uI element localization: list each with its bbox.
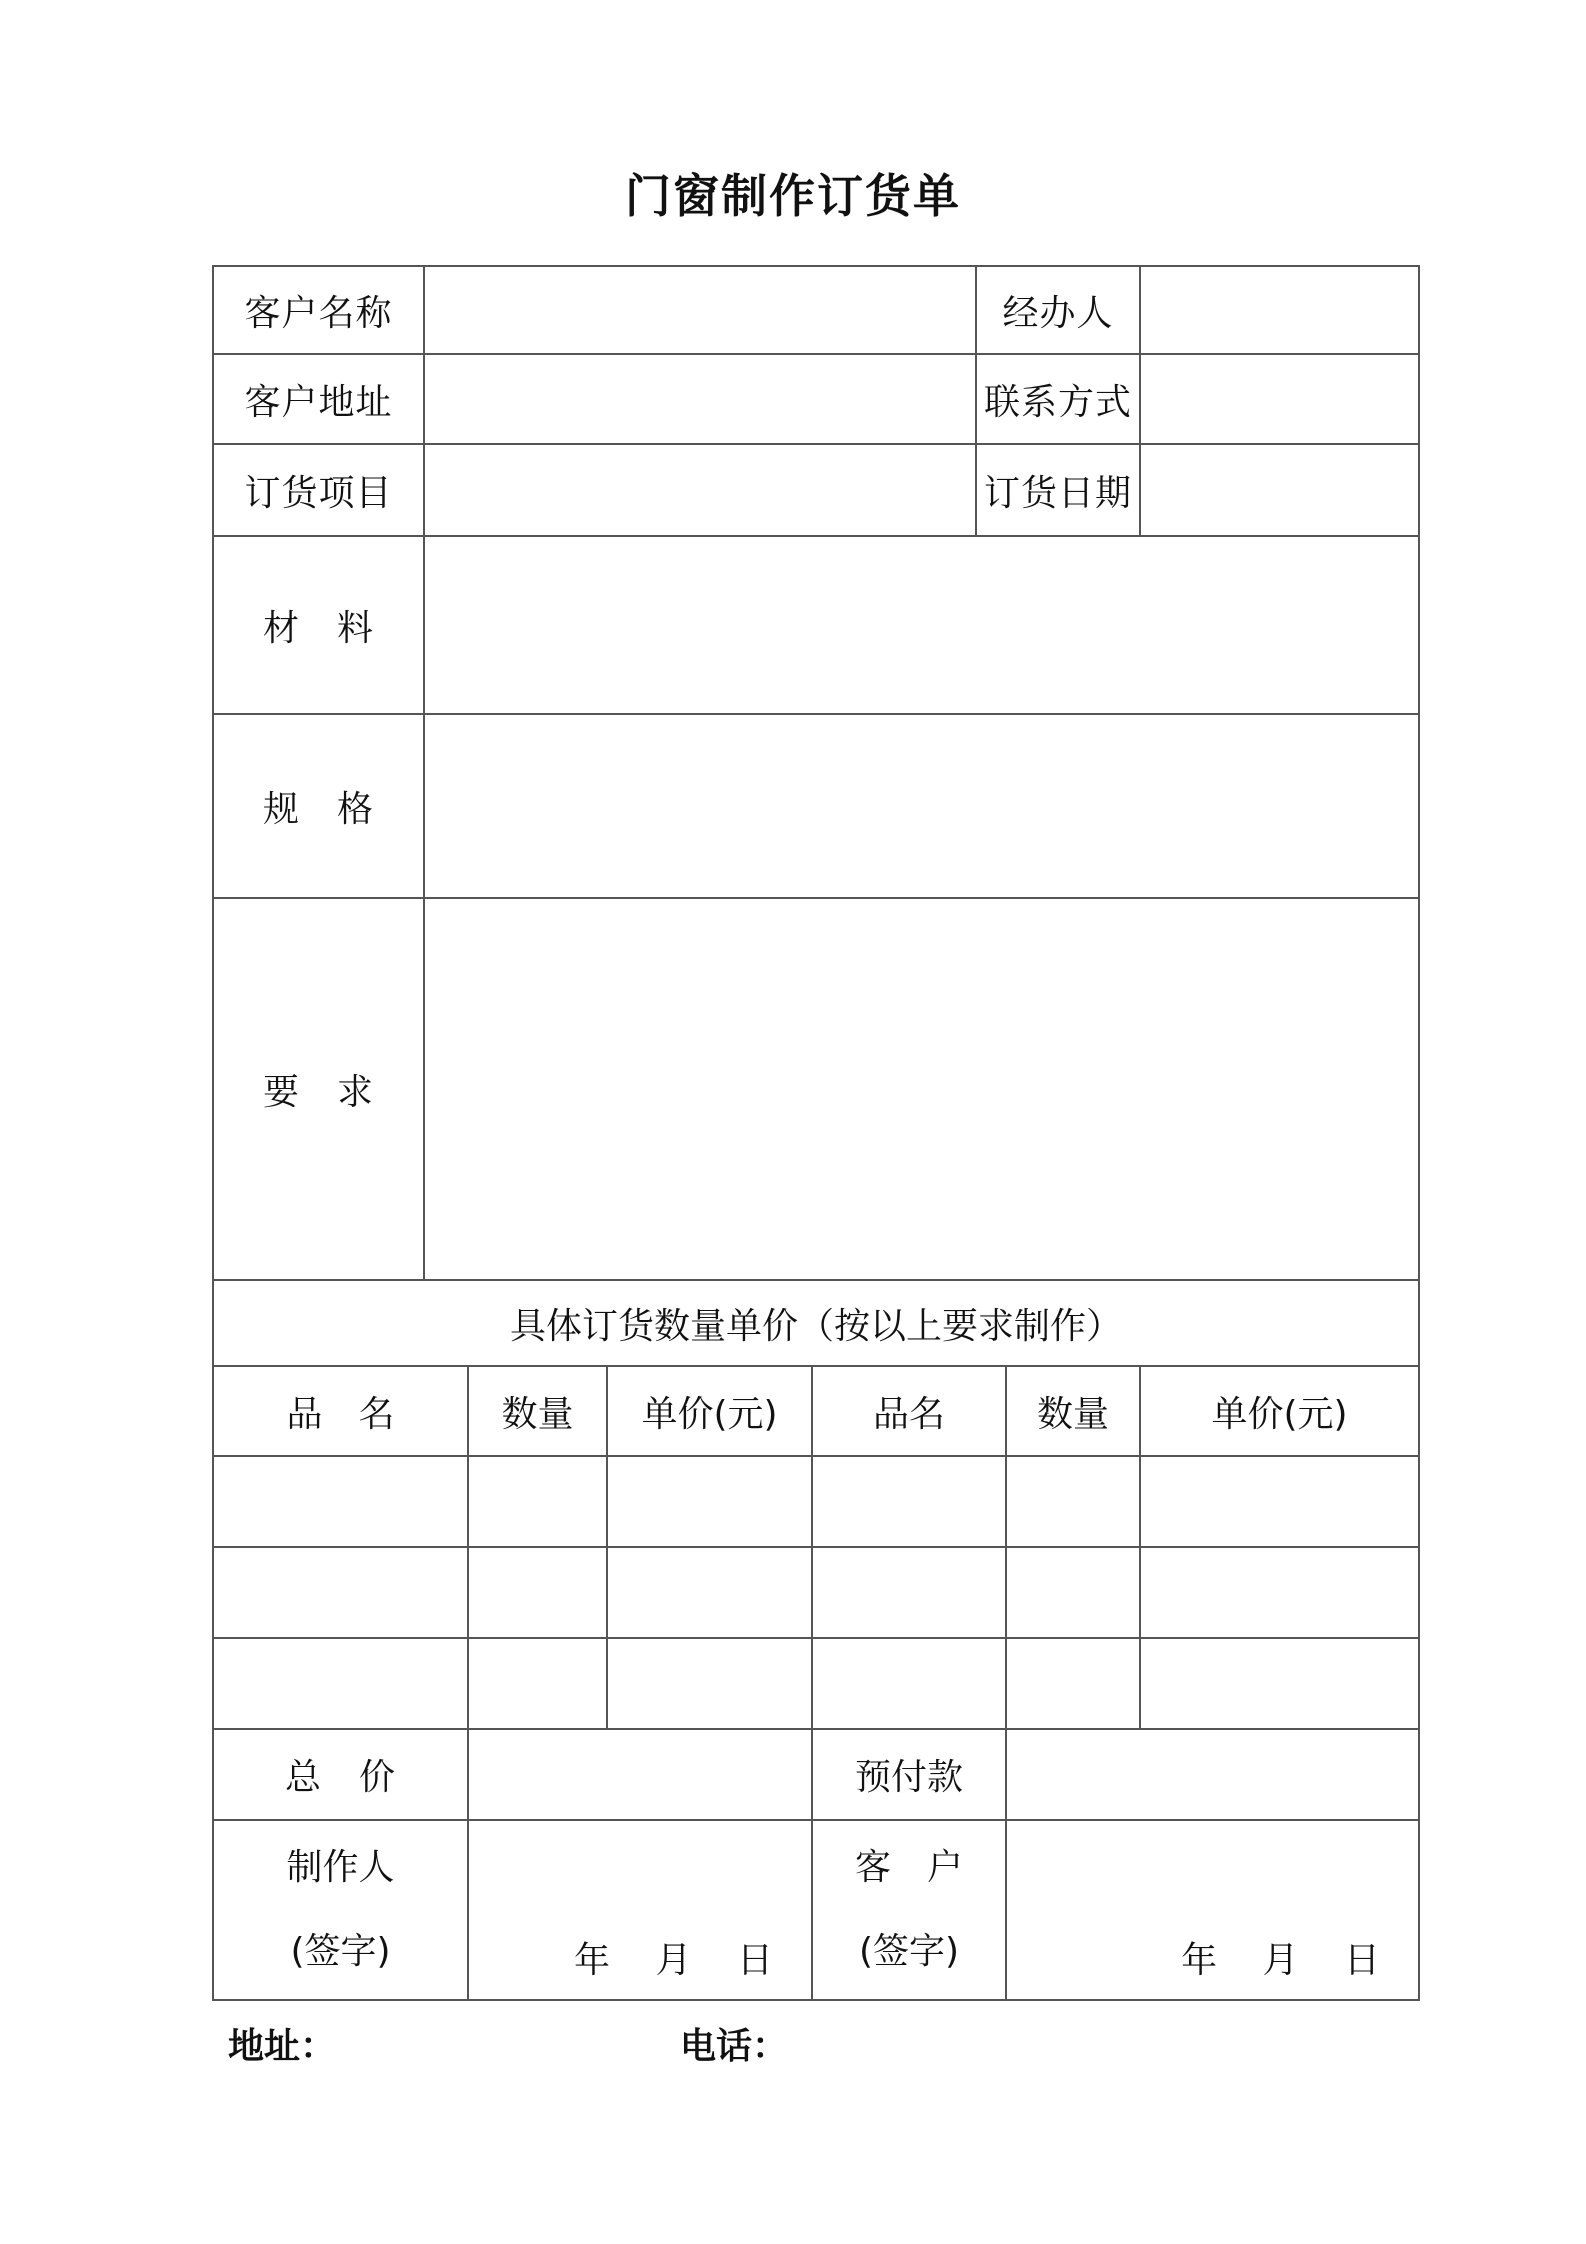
item-qty-cell[interactable] [468, 1547, 607, 1638]
item-price-cell[interactable] [1140, 1456, 1419, 1547]
handler-label: 经办人 [976, 266, 1140, 354]
maker-label-cell [213, 1820, 468, 2000]
col-qty-header-2: 数量 [1006, 1366, 1140, 1456]
order-item-label: 订货项目 [213, 444, 424, 536]
footer-address-label: 地址： [228, 2026, 337, 2067]
document-title: 门窗制作订货单 [625, 169, 961, 223]
spec-field[interactable] [424, 714, 1419, 898]
requirement-field[interactable] [424, 898, 1419, 1280]
item-name-cell[interactable] [213, 1456, 468, 1547]
maker-date [540, 1932, 773, 1983]
item-name-cell[interactable] [213, 1638, 468, 1729]
row-signatures [213, 1820, 1419, 2000]
row-total [213, 1729, 1419, 1820]
customer-name-field[interactable] [424, 266, 976, 354]
date-year: 年 [1181, 1940, 1218, 1981]
spec-label: 规 格 [213, 714, 424, 898]
maker-sign-label: (签字) [290, 1931, 391, 1972]
col-name-header-2: 品名 [812, 1366, 1006, 1456]
order-date-field[interactable] [1140, 444, 1419, 536]
row-item-headers [213, 1366, 1419, 1456]
order-form-table [212, 265, 1420, 2001]
handler-field[interactable] [1140, 266, 1419, 354]
total-field[interactable] [468, 1729, 812, 1820]
date-year: 年 [574, 1940, 611, 1981]
footer-phone-label: 电话： [680, 2026, 789, 2067]
row-spec [213, 714, 1419, 898]
item-qty-cell[interactable] [468, 1638, 607, 1729]
col-price-header-1: 单价(元) [607, 1366, 812, 1456]
date-month: 月 [655, 1940, 692, 1981]
row-requirement [213, 898, 1419, 1280]
row-order-item [213, 444, 1419, 536]
prepay-label: 预付款 [812, 1729, 1006, 1820]
row-customer-address [213, 354, 1419, 444]
item-qty-cell[interactable] [1006, 1456, 1140, 1547]
item-price-cell[interactable] [607, 1547, 812, 1638]
col-name-header-1: 品 名 [213, 1366, 468, 1456]
date-month: 月 [1262, 1940, 1299, 1981]
item-name-cell[interactable] [213, 1547, 468, 1638]
item-name-cell[interactable] [812, 1638, 1006, 1729]
row-detail-header [213, 1280, 1419, 1366]
detail-header: 具体订货数量单价（按以上要求制作） [213, 1280, 1419, 1366]
customer-signature-field[interactable] [1006, 1820, 1419, 2000]
order-date-label: 订货日期 [976, 444, 1140, 536]
item-price-cell[interactable] [1140, 1547, 1419, 1638]
contact-field[interactable] [1140, 354, 1419, 444]
customer-sign-label: (签字) [858, 1931, 960, 1972]
row-material [213, 536, 1419, 714]
contact-label: 联系方式 [976, 354, 1140, 444]
material-label: 材 料 [213, 536, 424, 714]
total-label: 总 价 [213, 1729, 468, 1820]
prepay-field[interactable] [1006, 1729, 1419, 1820]
customer-label-cell [812, 1820, 1006, 2000]
customer-date [1147, 1932, 1380, 1983]
item-price-cell[interactable] [607, 1456, 812, 1547]
item-qty-cell[interactable] [1006, 1547, 1140, 1638]
table-row [213, 1456, 1419, 1547]
customer-name-label: 客户名称 [213, 266, 424, 354]
date-day: 日 [1344, 1940, 1381, 1981]
item-name-cell[interactable] [812, 1456, 1006, 1547]
col-price-header-2: 单价(元) [1140, 1366, 1419, 1456]
table-row [213, 1638, 1419, 1729]
maker-signature-field[interactable] [468, 1820, 812, 2000]
order-item-field[interactable] [424, 444, 976, 536]
table-row [213, 1547, 1419, 1638]
requirement-label: 要 求 [213, 898, 424, 1280]
item-price-cell[interactable] [1140, 1638, 1419, 1729]
row-customer-name [213, 266, 1419, 354]
customer-address-field[interactable] [424, 354, 976, 444]
item-price-cell[interactable] [607, 1638, 812, 1729]
material-field[interactable] [424, 536, 1419, 714]
col-qty-header-1: 数量 [468, 1366, 607, 1456]
item-name-cell[interactable] [812, 1547, 1006, 1638]
item-qty-cell[interactable] [1006, 1638, 1140, 1729]
customer-address-label: 客户地址 [213, 354, 424, 444]
item-qty-cell[interactable] [468, 1456, 607, 1547]
maker-label: 制作人 [286, 1847, 395, 1888]
date-day: 日 [736, 1940, 773, 1981]
customer-label: 客 户 [854, 1847, 963, 1888]
